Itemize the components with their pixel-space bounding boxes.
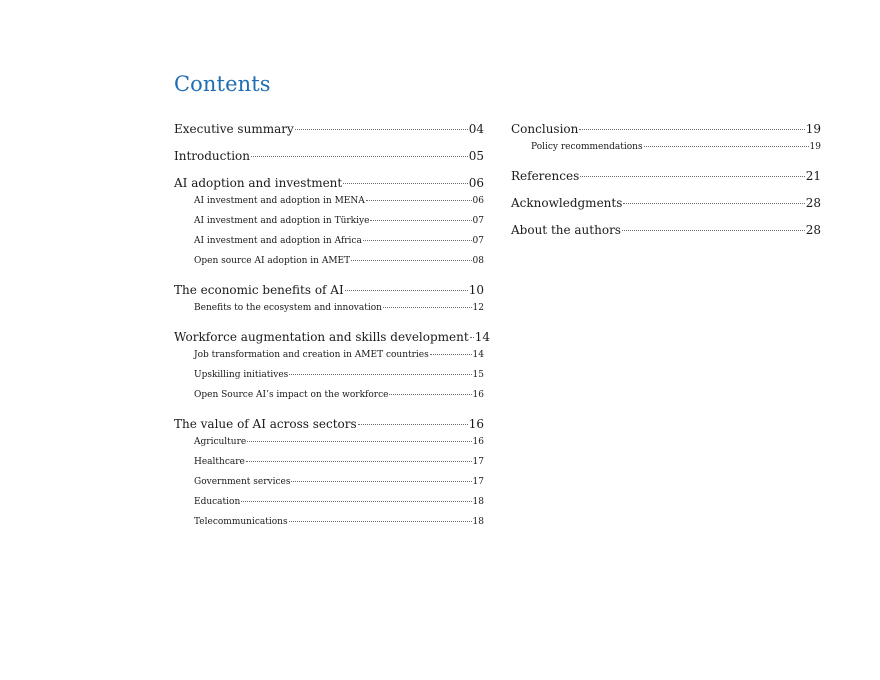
toc-page-number: 21 bbox=[805, 169, 821, 183]
toc-subsection-telecommunications[interactable] bbox=[174, 517, 484, 537]
toc-entry-label: Workforce augmentation and skills development bbox=[174, 330, 469, 344]
dot-leader bbox=[351, 260, 471, 261]
toc-page-number: 17 bbox=[472, 477, 484, 487]
toc-section-introduction[interactable] bbox=[174, 149, 484, 169]
dot-leader bbox=[430, 354, 472, 355]
dot-leader bbox=[623, 203, 804, 204]
dot-leader bbox=[295, 129, 468, 130]
toc-subsection-benefits-to-the-ecosystem-and-innovation[interactable] bbox=[174, 303, 484, 323]
toc-page-number: 06 bbox=[468, 176, 484, 190]
toc-entry-label: Agriculture bbox=[194, 437, 247, 447]
dot-leader bbox=[291, 481, 471, 482]
toc-subsection-upskilling-initiatives[interactable] bbox=[174, 370, 484, 390]
toc-left-column bbox=[174, 122, 490, 537]
toc-entry-label: References bbox=[511, 169, 580, 183]
dot-leader bbox=[241, 501, 471, 502]
dot-leader bbox=[366, 200, 472, 201]
toc-subsection-job-transformation-and-creation-in-amet-countries[interactable] bbox=[174, 350, 484, 370]
toc-entry-label: Benefits to the ecosystem and innovation bbox=[194, 303, 382, 313]
toc-entry-label: Open Source AI’s impact on the workforce bbox=[194, 390, 389, 400]
toc-entry-label: AI investment and adoption in MENA bbox=[194, 196, 365, 206]
toc-page-number: 12 bbox=[472, 303, 484, 313]
toc-section-the-value-of-ai-across-sectors[interactable] bbox=[174, 417, 484, 437]
dot-leader bbox=[345, 290, 468, 291]
dot-leader bbox=[289, 521, 472, 522]
dot-leader bbox=[246, 461, 472, 462]
toc-entry-label: AI investment and adoption in Türkiye bbox=[194, 216, 370, 226]
toc-entry-label: AI investment and adoption in Africa bbox=[194, 236, 362, 246]
dot-leader bbox=[358, 424, 468, 425]
toc-entry-label: Open source AI adoption in AMET bbox=[194, 256, 351, 266]
dot-leader bbox=[363, 240, 472, 241]
toc-page-number: 10 bbox=[468, 283, 484, 297]
toc-section-acknowledgments[interactable] bbox=[511, 196, 821, 216]
toc-entry-label: Government services bbox=[194, 477, 291, 487]
dot-leader bbox=[251, 156, 468, 157]
toc-right-column bbox=[511, 122, 821, 243]
toc-subsection-agriculture[interactable] bbox=[174, 437, 484, 457]
toc-page-number: 04 bbox=[468, 122, 484, 136]
toc-entry-label: Job transformation and creation in AMET countries bbox=[194, 350, 429, 360]
toc-page-number: 14 bbox=[472, 350, 484, 360]
dot-leader bbox=[289, 374, 471, 375]
dot-leader bbox=[622, 230, 805, 231]
toc-subsection-policy-recommendations[interactable] bbox=[511, 142, 821, 162]
toc-page-number: 15 bbox=[472, 370, 484, 380]
dot-leader bbox=[644, 146, 809, 147]
toc-page-number: 19 bbox=[809, 142, 821, 152]
dot-leader bbox=[383, 307, 472, 308]
toc-entry-label: About the authors bbox=[511, 223, 621, 237]
toc-page-number: 16 bbox=[472, 390, 484, 400]
toc-section-executive-summary[interactable] bbox=[174, 122, 484, 142]
toc-page-number: 28 bbox=[805, 223, 821, 237]
toc-page-number: 16 bbox=[468, 417, 484, 431]
toc-entry-label: The economic benefits of AI bbox=[174, 283, 344, 297]
toc-page-number: 05 bbox=[468, 149, 484, 163]
dot-leader bbox=[580, 176, 804, 177]
toc-entry-label: Telecommunications bbox=[194, 517, 288, 527]
toc-subsection-education[interactable] bbox=[174, 497, 484, 517]
toc-page-number: 19 bbox=[805, 122, 821, 136]
toc-entry-label: Healthcare bbox=[194, 457, 245, 467]
toc-section-about-the-authors[interactable] bbox=[511, 223, 821, 243]
toc-entry-label: Introduction bbox=[174, 149, 250, 163]
toc-page-number: 16 bbox=[472, 437, 484, 447]
toc-page-number: 06 bbox=[472, 196, 484, 206]
toc-entry-label: Policy recommendations bbox=[531, 142, 643, 152]
toc-page-number: 07 bbox=[472, 236, 484, 246]
toc-entry-label: Acknowledgments bbox=[511, 196, 623, 210]
toc-subsection-open-source-ai-s-impact-on-the-workforce[interactable] bbox=[174, 390, 484, 410]
toc-subsection-ai-investment-and-adoption-in-t-rkiye[interactable] bbox=[174, 216, 484, 236]
toc-page-number: 18 bbox=[472, 517, 484, 527]
toc-subsection-ai-investment-and-adoption-in-mena[interactable] bbox=[174, 196, 484, 216]
toc-subsection-open-source-ai-adoption-in-amet[interactable] bbox=[174, 256, 484, 276]
toc-section-workforce-augmentation-and-skills-development[interactable] bbox=[174, 330, 490, 350]
toc-page-number: 08 bbox=[472, 256, 484, 266]
toc-page-number: 14 bbox=[474, 330, 490, 344]
toc-section-references[interactable] bbox=[511, 169, 821, 189]
dot-leader bbox=[247, 441, 471, 442]
page-title: Contents bbox=[174, 72, 271, 96]
toc-page-number: 18 bbox=[472, 497, 484, 507]
toc-entry-label: AI adoption and investment bbox=[174, 176, 343, 190]
toc-section-the-economic-benefits-of-ai[interactable] bbox=[174, 283, 484, 303]
toc-subsection-ai-investment-and-adoption-in-africa[interactable] bbox=[174, 236, 484, 256]
toc-section-ai-adoption-and-investment[interactable] bbox=[174, 176, 484, 196]
toc-entry-label: Executive summary bbox=[174, 122, 294, 136]
dot-leader bbox=[579, 129, 804, 130]
toc-page-number: 28 bbox=[805, 196, 821, 210]
toc-entry-label: Conclusion bbox=[511, 122, 579, 136]
toc-subsection-healthcare[interactable] bbox=[174, 457, 484, 477]
toc-entry-label: The value of AI across sectors bbox=[174, 417, 357, 431]
toc-section-conclusion[interactable] bbox=[511, 122, 821, 142]
toc-entry-label: Upskilling initiatives bbox=[194, 370, 289, 380]
dot-leader bbox=[343, 183, 467, 184]
toc-page-number: 07 bbox=[472, 216, 484, 226]
dot-leader bbox=[370, 220, 471, 221]
toc-entry-label: Education bbox=[194, 497, 241, 507]
toc-page-number: 17 bbox=[472, 457, 484, 467]
dot-leader bbox=[470, 337, 474, 338]
toc-subsection-government-services[interactable] bbox=[174, 477, 484, 497]
dot-leader bbox=[389, 394, 471, 395]
